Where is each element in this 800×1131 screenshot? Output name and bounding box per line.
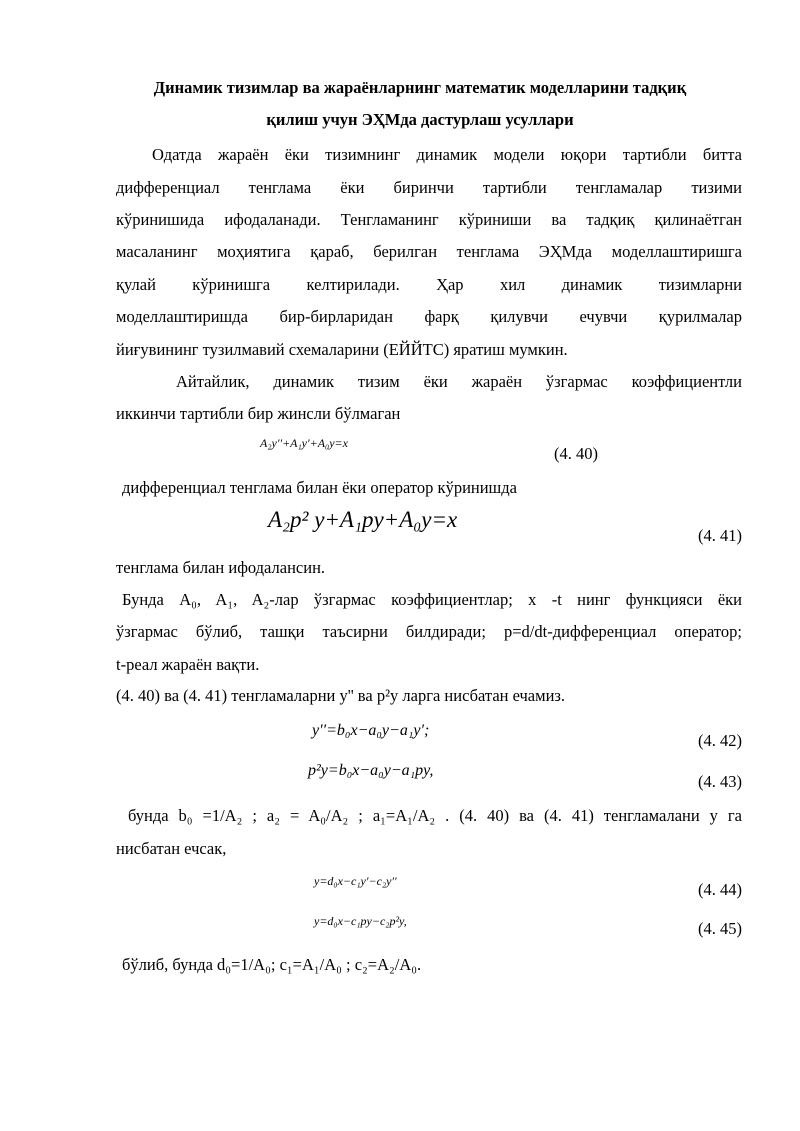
equation-4-42: y′′=b₀x−a₀y−a₁y′; (312, 722, 430, 739)
paragraph-3-line: Бунда A₀, A₁, A₂-лар ўзгармас коэффициентлар; x -t нинг функцияси ёки (122, 590, 742, 609)
equation-4-41: A₂p² y+A₁py+A₀y=x (268, 507, 458, 532)
paragraph-5-line: бунда b₀ =1/A₂ ; a₂ = A₀/A₂ ; a₁=A₁/A₂ . (4. 40) ва (4. 41) тенгламалани y га (128, 806, 742, 825)
final-line: бўлиб, бунда d₀=1/A₀; c₁=A₁/A₀ ; c₂=A₂/A₀. (122, 955, 422, 974)
document-title-line-1: Динамик тизимлар ва жараёнларнинг математик моделларини тадқиқ (153, 78, 687, 97)
equation-4-44: y=d₀x−c₁y′−c₂y′′ (314, 874, 397, 888)
paragraph-1-line: йиғувининг тузилмавий схемаларини (ЕЙЙТС) яратиш мумкин. (116, 340, 568, 359)
paragraph-3-line: ўзгармас бўлиб, ташқи таъсирни билдиради; p=d/dt-дифференциал оператор; (116, 622, 742, 641)
paragraph-2-line: иккинчи тартибли бир жинсли бўлмаган (116, 404, 401, 423)
text-after-eq-41: тенглама билан ифодалансин. (116, 558, 326, 577)
paragraph-1-line: масаланинг моҳиятига қараб, берилган тенглама ЭҲМда моделлаштиришга (116, 242, 742, 261)
text-after-eq-40: дифференциал тенглама билан ёки оператор кўринишда (122, 478, 517, 497)
paragraph-5-line: нисбатан ечсак, (116, 839, 227, 858)
equation-number-4-42: (4. 42) (698, 731, 742, 750)
paragraph-1-line: дифференциал тенглама ёки биринчи тартибли тенгламалар тизими (116, 178, 742, 197)
paragraph-4: (4. 40) ва (4. 41) тенгламаларни y'' ва p²y ларга нисбатан ечамиз. (116, 686, 566, 705)
document-title-line-2: қилиш учун ЭҲМда дастурлаш усуллари (266, 110, 574, 129)
paragraph-1-line: кўринишида ифодаланади. Тенгламанинг кўриниши ва тадқиқ қилинаётган (116, 210, 742, 229)
equation-4-40: A₂y′′+A₁y′+A₀y=x (260, 436, 348, 450)
paragraph-3-line: t-реал жараён вақти. (116, 655, 260, 674)
equation-number-4-43: (4. 43) (698, 772, 742, 791)
paragraph-2-line: Айтайлик, динамик тизим ёки жараён ўзгармас коэффициентли (176, 372, 742, 391)
paragraph-1-line: моделлаштиришда бир-бирларидан фарқ қилувчи ечувчи қурилмалар (116, 307, 742, 326)
equation-4-45: y=d₀x−c₁py−c₂p²y, (314, 914, 407, 928)
paragraph-1-line: қулай кўринишга келтирилади. Ҳар хил динамик тизимларни (116, 275, 742, 294)
equation-4-43: p²y=b₀x−a₀y−a₁py, (308, 762, 434, 779)
equation-number-4-45: (4. 45) (698, 919, 742, 938)
equation-number-4-40: (4. 40) (554, 444, 598, 463)
paragraph-1-line: Одатда жараён ёки тизимнинг динамик модели юқори тартибли битта (152, 145, 742, 164)
equation-number-4-44: (4. 44) (698, 880, 742, 899)
equation-number-4-41: (4. 41) (698, 526, 742, 545)
